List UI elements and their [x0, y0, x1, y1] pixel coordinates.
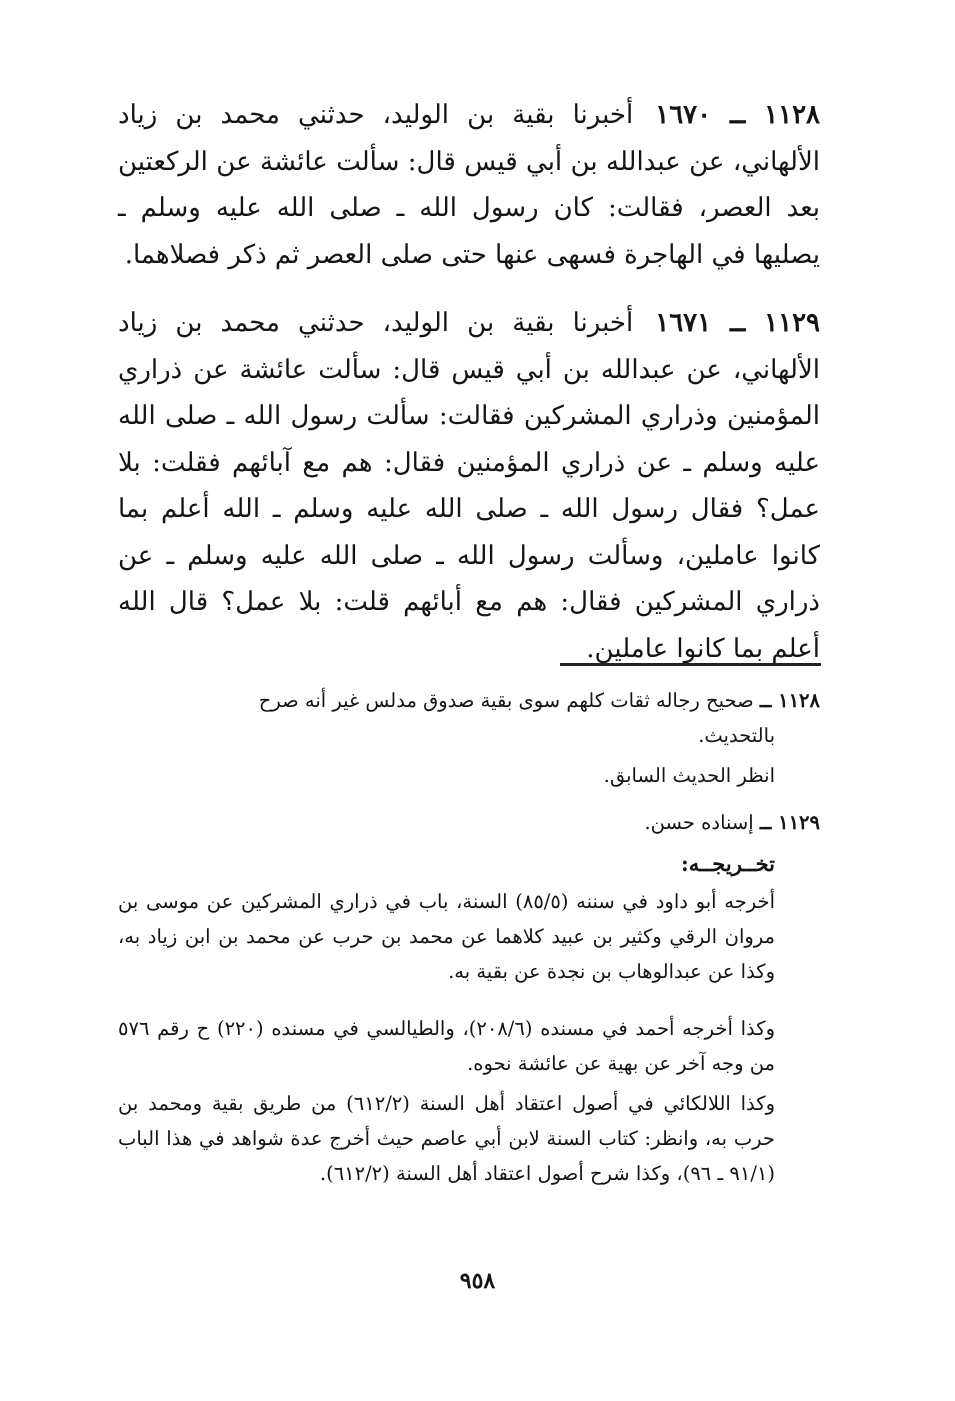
footnote-number: ١١٢٨ ــ	[759, 689, 820, 712]
hadith-text: أخبرنا بقية بن الوليد، حدثني محمد بن زياد الألهاني، عن عبدالله بن أبي قيس قال: سألت عائشة عن ذراري المؤمنين وذراري المشركين فقالت: سألت رسول الله ـ صلى الله عليه وسلم ـ عن ذراري المؤمنين فقال: هم مع آبائهم فقلت: بلا عمل؟ فقال رسول الله ـ صلى الله عليه وسلم ـ الله أعلم بما كانوا عاملين، وسألت رسول الله ـ صلى الله عليه وسلم ـ عن ذراري المشركين فقال: هم مع أبائهم قلت: بلا عمل؟ قال الله أعلم بما كانوا عاملين.	[118, 308, 820, 664]
takhrij-paragraph-2: وكذا أخرجه أحمد في مسنده (٢٠٨/٦)، والطيالسي في مسنده (٢٢٠) ح رقم ٥٧٦ من وجه آخر عن بهية عن عائشة نحوه.	[118, 1017, 775, 1075]
footnote-text: إسناده حسن.	[644, 811, 754, 834]
takhrij-paragraph-1: أخرجه أبو داود في سننه (٨٥/٥) السنة، باب في ذراري المشركين عن موسى بن مروان الرقي وكثير بن عبيد كلاهما عن محمد بن حرب عن محمد بن ابن زياد به، وكذا عن عبدالوهاب بن نجدة عن بقية به.	[118, 890, 775, 983]
hadith-text: أخبرنا بقية بن الوليد، حدثني محمد بن زياد الألهاني، عن عبدالله بن أبي قيس قال: سألت عائشة عن الركعتين بعد العصر، فقالت: كان رسول الله ـ صلى الله عليه وسلم ـ يصليها في الهاجرة فسهى عنها حتى صلى العصر ثم ذكر فصلاهما.	[118, 100, 820, 270]
hadith-1128	[118, 92, 820, 278]
page-number: ٩٥٨	[459, 1268, 496, 1294]
footnote-1129	[118, 805, 820, 840]
hadith-1129	[118, 300, 820, 672]
footnote-1128	[118, 683, 820, 753]
footnote-1128-reference: انظر الحديث السابق.	[603, 764, 775, 787]
hadith-number: ١١٢٩ ــ ١٦٧١	[655, 308, 820, 338]
footnote-separator	[560, 663, 821, 666]
takhrij-heading: تخــريجــه:	[680, 851, 775, 876]
footnote-number: ١١٢٩ ــ	[759, 811, 820, 834]
footnote-text: صحيح رجاله ثقات كلهم سوى بقية صدوق مدلس غير أنه صرح	[258, 689, 754, 712]
footnote-text-continued: بالتحديث.	[698, 724, 775, 747]
hadith-number: ١١٢٨ ــ ١٦٧٠	[655, 100, 820, 130]
takhrij-paragraph-3: وكذا اللالكائي في أصول اعتقاد أهل السنة (٦١٢/٢) من طريق بقية ومحمد بن حرب به، وانظر: كتاب السنة لابن أبي عاصم حيث أخرج عدة شواهد في هذا الباب (٩١/١ ـ ٩٦)، وكذا شرح أصول اعتقاد أهل السنة (٦١٢/٢).	[118, 1092, 775, 1185]
